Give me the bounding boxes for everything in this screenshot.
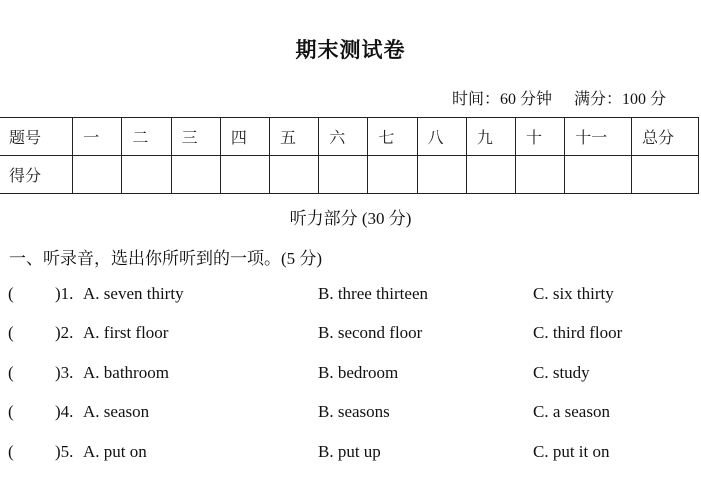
score-cell[interactable]: [368, 156, 417, 194]
score-cell[interactable]: [73, 156, 122, 194]
score-cell[interactable]: [220, 156, 269, 194]
answer-blank[interactable]: (: [8, 402, 14, 421]
header-cell: 十一: [565, 118, 632, 156]
item-number: )3.: [55, 363, 74, 382]
score-label: 满分：100 分: [574, 91, 667, 108]
header-cell: 七: [368, 118, 417, 156]
option-b: B. three thirteen: [318, 284, 428, 303]
option-b: B. second floor: [318, 323, 423, 342]
option-c: C. put it on: [533, 442, 610, 461]
section-title: 听力部分 (30 分): [289, 209, 412, 228]
option-c: C. a season: [533, 402, 610, 421]
score-cell[interactable]: [171, 156, 220, 194]
exam-meta: [452, 86, 666, 109]
header-cell: 六: [319, 118, 368, 156]
header-cell: 四: [220, 118, 269, 156]
score-table-score-row: [0, 156, 699, 194]
header-cell: 一: [73, 118, 122, 156]
option-a: A. season: [83, 402, 150, 421]
header-cell: 题号: [0, 118, 73, 156]
question-item: [0, 363, 701, 387]
score-table: [0, 117, 699, 194]
option-a: A. put on: [83, 442, 147, 461]
header-cell: 九: [466, 118, 515, 156]
score-cell[interactable]: [466, 156, 515, 194]
header-cell: 二: [122, 118, 171, 156]
item-number: )2.: [55, 323, 74, 342]
score-cell[interactable]: [270, 156, 319, 194]
answer-blank[interactable]: (: [8, 323, 14, 342]
score-cell[interactable]: [516, 156, 565, 194]
option-b: B. seasons: [318, 402, 390, 421]
question-item: [0, 323, 701, 347]
score-table-header-row: [0, 118, 699, 156]
score-cell[interactable]: [417, 156, 466, 194]
header-cell: 三: [171, 118, 220, 156]
option-b: B. bedroom: [318, 363, 399, 382]
header-cell: 十: [516, 118, 565, 156]
answer-blank[interactable]: (: [8, 284, 14, 303]
question-item: [0, 442, 701, 466]
option-c: C. six thirty: [533, 284, 614, 303]
score-row-label: 得分: [0, 156, 73, 194]
header-cell: 五: [270, 118, 319, 156]
item-number: )4.: [55, 402, 74, 421]
answer-blank[interactable]: (: [8, 442, 14, 461]
option-a: A. bathroom: [83, 363, 169, 382]
option-c: C. study: [533, 363, 590, 382]
option-a: A. first floor: [83, 323, 169, 342]
header-cell: 八: [417, 118, 466, 156]
question-title: 一、听录音，选出你所听到的一项。(5 分): [9, 249, 323, 268]
time-label: 时间：60 分钟: [452, 91, 553, 108]
option-b: B. put up: [318, 442, 381, 461]
header-cell: 总分: [632, 118, 699, 156]
question-item: [0, 402, 701, 426]
question-item: [0, 284, 701, 308]
score-cell[interactable]: [565, 156, 632, 194]
score-cell[interactable]: [319, 156, 368, 194]
item-number: )5.: [55, 442, 74, 461]
score-cell[interactable]: [122, 156, 171, 194]
option-c: C. third floor: [533, 323, 623, 342]
answer-blank[interactable]: (: [8, 363, 14, 382]
page-title: 期末测试卷: [295, 38, 406, 62]
option-a: A. seven thirty: [83, 284, 184, 303]
item-number: )1.: [55, 284, 74, 303]
score-cell[interactable]: [632, 156, 699, 194]
